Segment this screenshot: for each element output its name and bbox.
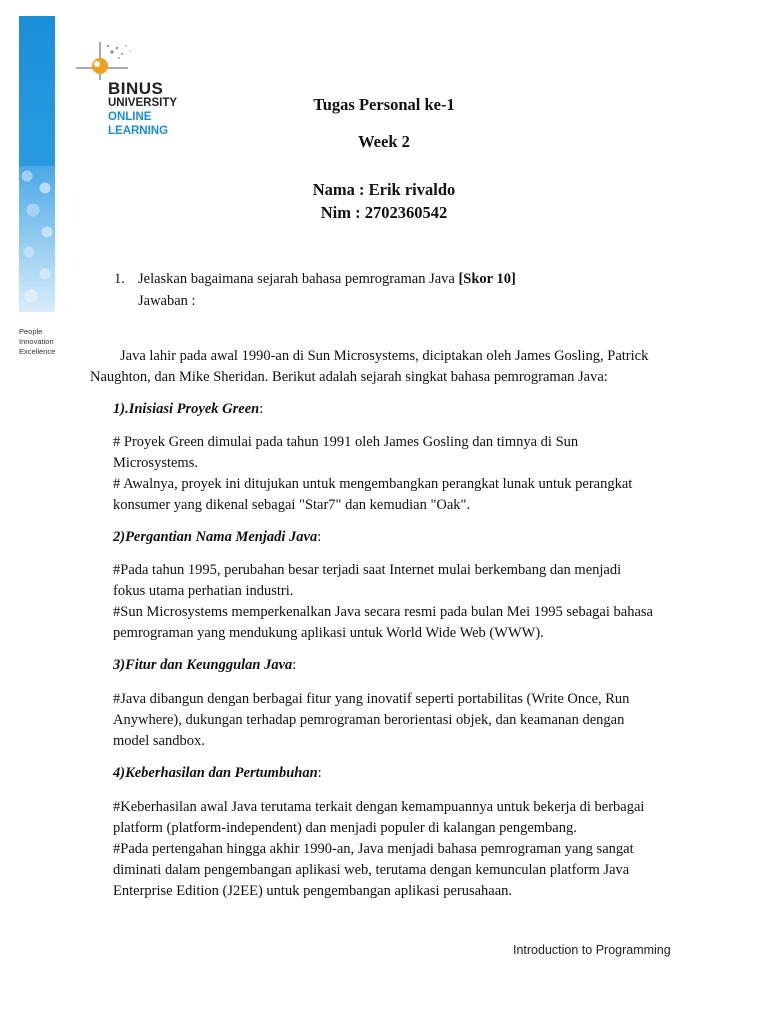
section-line: model sandbox. <box>113 733 205 749</box>
question-prompt: Jelaskan bagaimana sejarah bahasa pemrograman Java <box>138 271 455 287</box>
week-label: Week 2 <box>358 132 410 151</box>
section-line: fokus utama perhatian industri. <box>113 583 294 599</box>
student-nim: Nim : 2702360542 <box>320 203 448 222</box>
tagline <box>19 327 55 357</box>
section-body <box>113 432 632 516</box>
question-number: 1. <box>114 271 125 287</box>
logo-learning: LEARNING <box>108 125 169 137</box>
section-line: #Sun Microsystems memperkenalkan Java secara resmi pada bulan Mei 1995 sebagai bahasa <box>113 604 653 620</box>
binus-logo <box>72 36 202 146</box>
tagline-line: People <box>19 327 43 336</box>
logo-university: UNIVERSITY <box>108 97 178 109</box>
student-name: Nama : Erik rivaldo <box>312 180 456 199</box>
intro-line: Java lahir pada awal 1990-an di Sun Microsystems, diciptakan oleh James Gosling, Patrick <box>120 348 649 364</box>
logo-mark-icon <box>72 36 142 84</box>
section-line: #Pada tahun 1995, perubahan besar terjadi saat Internet mulai berkembang dan menjadi <box>113 562 622 578</box>
answer-label: Jawaban : <box>138 293 196 309</box>
section-heading-text: 4)Keberhasilan dan Pertumbuhan <box>113 765 318 781</box>
section-heading: 4)Keberhasilan dan Pertumbuhan: <box>113 765 322 781</box>
section-line: Enterprise Edition (J2EE) untuk pengembangan aplikasi perusahaan. <box>113 883 513 899</box>
intro-line: Naughton, dan Mike Sheridan. Berikut adalah sejarah singkat bahasa pemrograman Java: <box>90 369 608 385</box>
section-line: Anywhere), dukungan terhadap pemrograman berorientasi objek, dan keamanan dengan <box>113 712 625 728</box>
tagline-line: Excellence <box>19 347 56 356</box>
section-line: konsumer yang dikenal sebagai "Star7" dan kemudian "Oak". <box>113 497 471 513</box>
section-heading-text: 3)Fitur dan Keunggulan Java <box>113 657 293 673</box>
section-line: Microsystems. <box>113 455 198 471</box>
logo-wordmark: BINUS <box>108 79 164 98</box>
intro-paragraph <box>90 346 648 388</box>
section-line: #Keberhasilan awal Java terutama terkait dengan kemampuannya untuk bekerja di berbagai <box>113 799 645 815</box>
section-line: # Proyek Green dimulai pada tahun 1991 oleh James Gosling dan timnya di Sun <box>113 434 579 450</box>
section-body <box>113 689 629 752</box>
section-heading: 3)Fitur dan Keunggulan Java: <box>113 657 297 673</box>
section-body <box>113 560 653 644</box>
section-heading-text: 1).Inisiasi Proyek Green <box>113 401 260 417</box>
section-heading: 2)Pergantian Nama Menjadi Java: <box>113 529 322 545</box>
section-body <box>113 797 644 902</box>
section-line: #Pada pertengahan hingga akhir 1990-an, Java menjadi bahasa pemrograman yang sangat <box>113 841 634 857</box>
question-text <box>138 271 516 288</box>
section-heading-text: 2)Pergantian Nama Menjadi Java <box>113 529 318 545</box>
section-line: platform (platform-independent) dan menjadi populer di kalangan pengembang. <box>113 820 577 836</box>
section-line: #Java dibangun dengan berbagai fitur yang inovatif seperti portabilitas (Write Once, Run <box>113 691 630 707</box>
section-heading: 1).Inisiasi Proyek Green: <box>113 401 264 417</box>
section-line: diminati dalam pengembangan aplikasi web, terutama dengan kemunculan platform Java <box>113 862 630 878</box>
logo-online: ONLINE <box>108 111 152 123</box>
section-line: pemrograman yang mendukung aplikasi untuk World Wide Web (WWW). <box>113 625 544 641</box>
assignment-title: Tugas Personal ke-1 <box>313 95 455 114</box>
course-footer: Introduction to Programming <box>513 943 671 957</box>
tagline-line: Innovation <box>19 337 54 346</box>
sidebar-decoration <box>19 16 55 312</box>
question-score: [Skor 10] <box>458 271 516 287</box>
section-line: # Awalnya, proyek ini ditujukan untuk mengembangkan perangkat lunak untuk perangkat <box>113 476 633 492</box>
